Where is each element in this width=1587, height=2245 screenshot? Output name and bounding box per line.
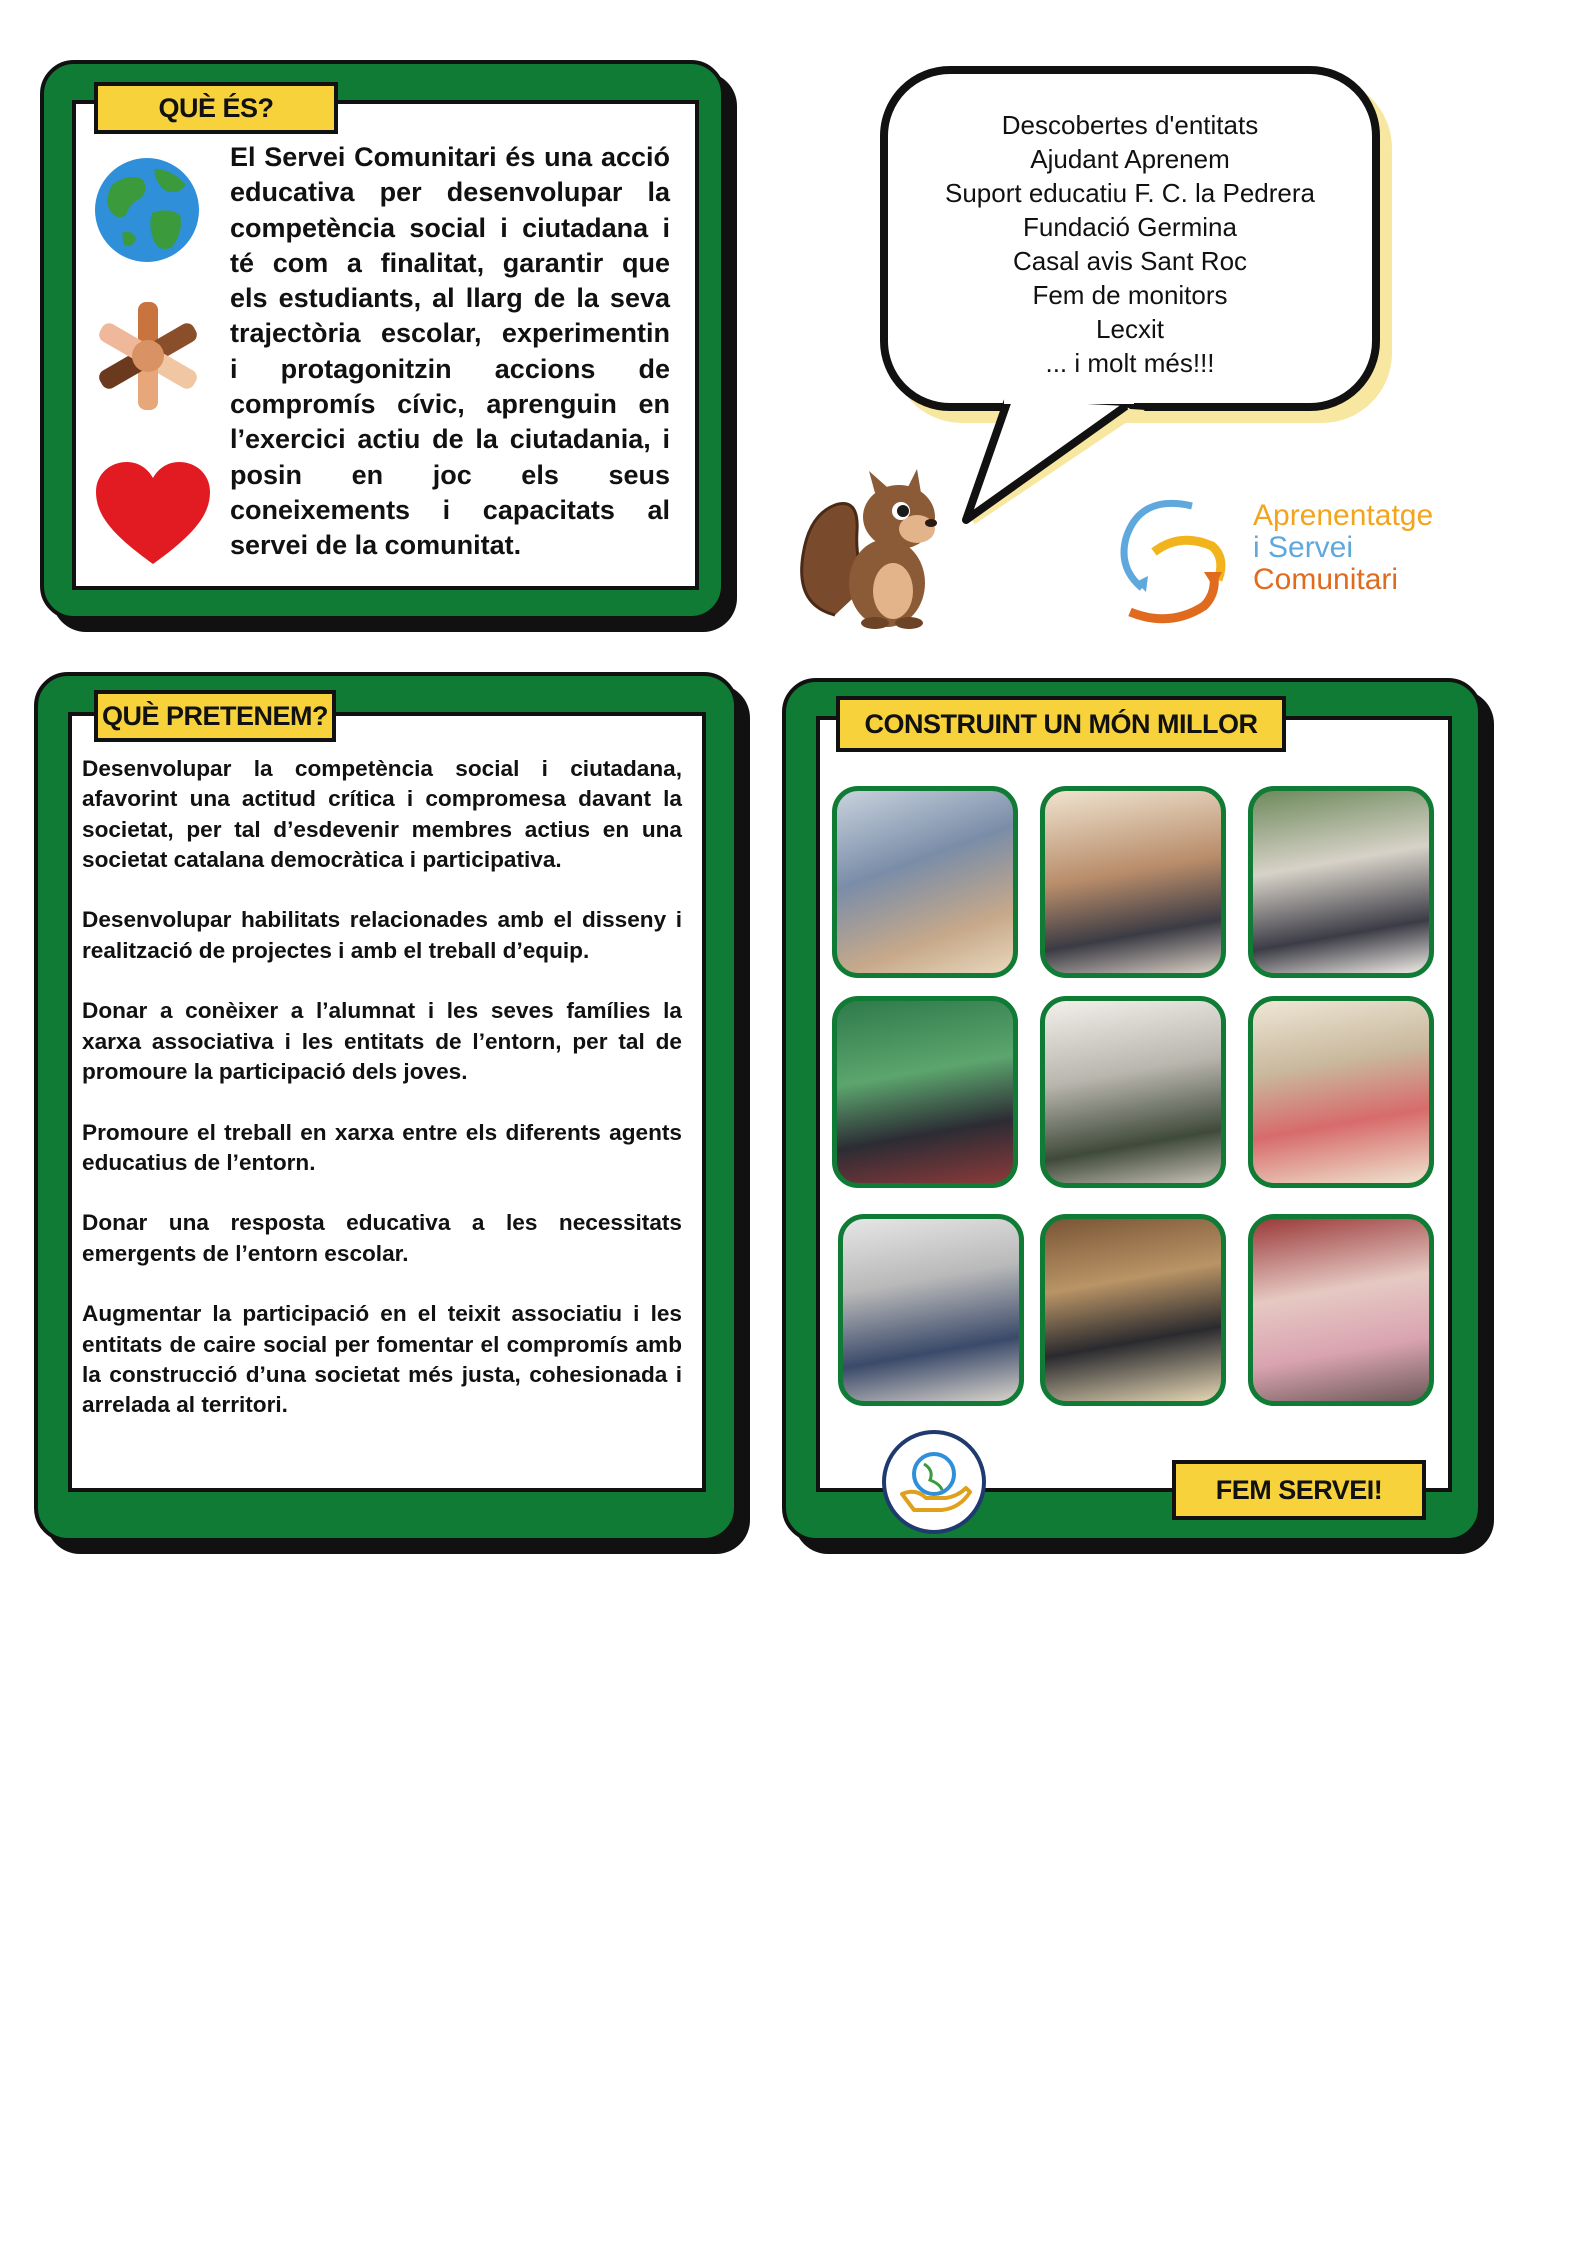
globe-icon — [92, 155, 202, 265]
que-pretenem-text — [82, 754, 682, 1451]
que-pretenem-paragraph: Promoure el treball en xarxa entre els diferents agents educatius de l’entorn. — [82, 1119, 682, 1175]
que-es-line: té com a finalitat, garantir que — [230, 247, 670, 278]
photo-5 — [1040, 996, 1226, 1188]
que-es-line: educativa per desenvolupar la — [230, 177, 670, 208]
que-es-line: posin en joc els seus — [230, 459, 670, 490]
que-es-line: servei de la comunitat. — [230, 530, 522, 561]
que-pretenem-paragraph: Donar una resposta educativa a les necessitats emergents de l’entorn escolar. — [82, 1210, 682, 1266]
bubble-line: Ajudant Aprenem — [1030, 144, 1230, 174]
photo-9 — [1248, 1214, 1434, 1406]
construint-heading: CONSTRUINT UN MÓN MILLOR — [836, 696, 1286, 752]
aps-logo-line3: Comunitari — [1253, 563, 1399, 596]
aps-logo-line2: i Servei — [1253, 531, 1354, 564]
que-es-line: coneixements i capacitats al — [230, 494, 670, 525]
que-pretenem-paragraph: Augmentar la participació en el teixit associatiu i les entitats de caire social per fomentar el compromís amb la construcció d’una societat més justa, cohesionada i arrelada al territori. — [82, 1301, 682, 1418]
heart-icon — [94, 460, 212, 568]
fem-servei-label: FEM SERVEI! — [1172, 1460, 1426, 1520]
photo-3 — [1248, 786, 1434, 978]
aps-logo-text — [1253, 500, 1433, 596]
photo-1 — [832, 786, 1018, 978]
joined-hands-icon — [92, 300, 204, 412]
que-pretenem-heading: QUÈ PRETENEM? — [94, 690, 336, 742]
photo-8 — [1040, 1214, 1226, 1406]
photo-7 — [838, 1214, 1024, 1406]
bubble-line: Fem de monitors — [1032, 280, 1228, 310]
globe-hand-icon — [880, 1428, 988, 1536]
bubble-line: ... i molt més!!! — [1045, 348, 1215, 378]
speech-bubble — [880, 66, 1380, 411]
que-es-line: trajectòria escolar, experimentin — [230, 318, 670, 349]
que-pretenem-paragraph: Donar a conèixer a l’alumnat i les seves famílies la xarxa associativa i les entitats de l’entorn, per tal de promoure la participació dels joves. — [82, 998, 682, 1084]
que-es-line: els estudiants, al llarg de la seva — [230, 283, 670, 314]
aps-logo-line1: Aprenentatge — [1253, 499, 1434, 532]
que-es-line: competència social i ciutadana i — [230, 212, 670, 243]
bubble-line: Fundació Germina — [1023, 212, 1237, 242]
que-es-line: compromís cívic, aprenguin en — [230, 389, 670, 420]
que-es-text — [230, 140, 670, 564]
bubble-line: Lecxit — [1096, 314, 1164, 344]
photo-6 — [1248, 996, 1434, 1188]
photo-4 — [832, 996, 1018, 1188]
aps-logo-icon — [1100, 488, 1240, 628]
bubble-line: Descobertes d'entitats — [1001, 110, 1259, 140]
que-es-line: i protagonitzin accions de — [230, 353, 670, 384]
squirrel-icon — [795, 465, 955, 630]
bubble-line: Casal avis Sant Roc — [1012, 246, 1248, 276]
que-es-line: l’exercici actiu de la ciutadania, i — [230, 424, 670, 455]
photo-2 — [1040, 786, 1226, 978]
que-es-line: El Servei Comunitari és una acció — [230, 142, 670, 172]
que-pretenem-paragraph: Desenvolupar la competència social i ciutadana, afavorint una actitud crítica i compromesa davant la societat, per tal d’esdevenir membres actius en una societat catalana democràtica i participativa. — [82, 756, 682, 872]
que-es-heading: QUÈ ÉS? — [94, 82, 338, 134]
bubble-lines — [888, 108, 1372, 380]
que-pretenem-paragraph: Desenvolupar habilitats relacionades amb el disseny i realització de projectes i amb el treball d’equip. — [82, 907, 682, 963]
bubble-line: Suport educatiu F. C. la Pedrera — [945, 178, 1315, 208]
